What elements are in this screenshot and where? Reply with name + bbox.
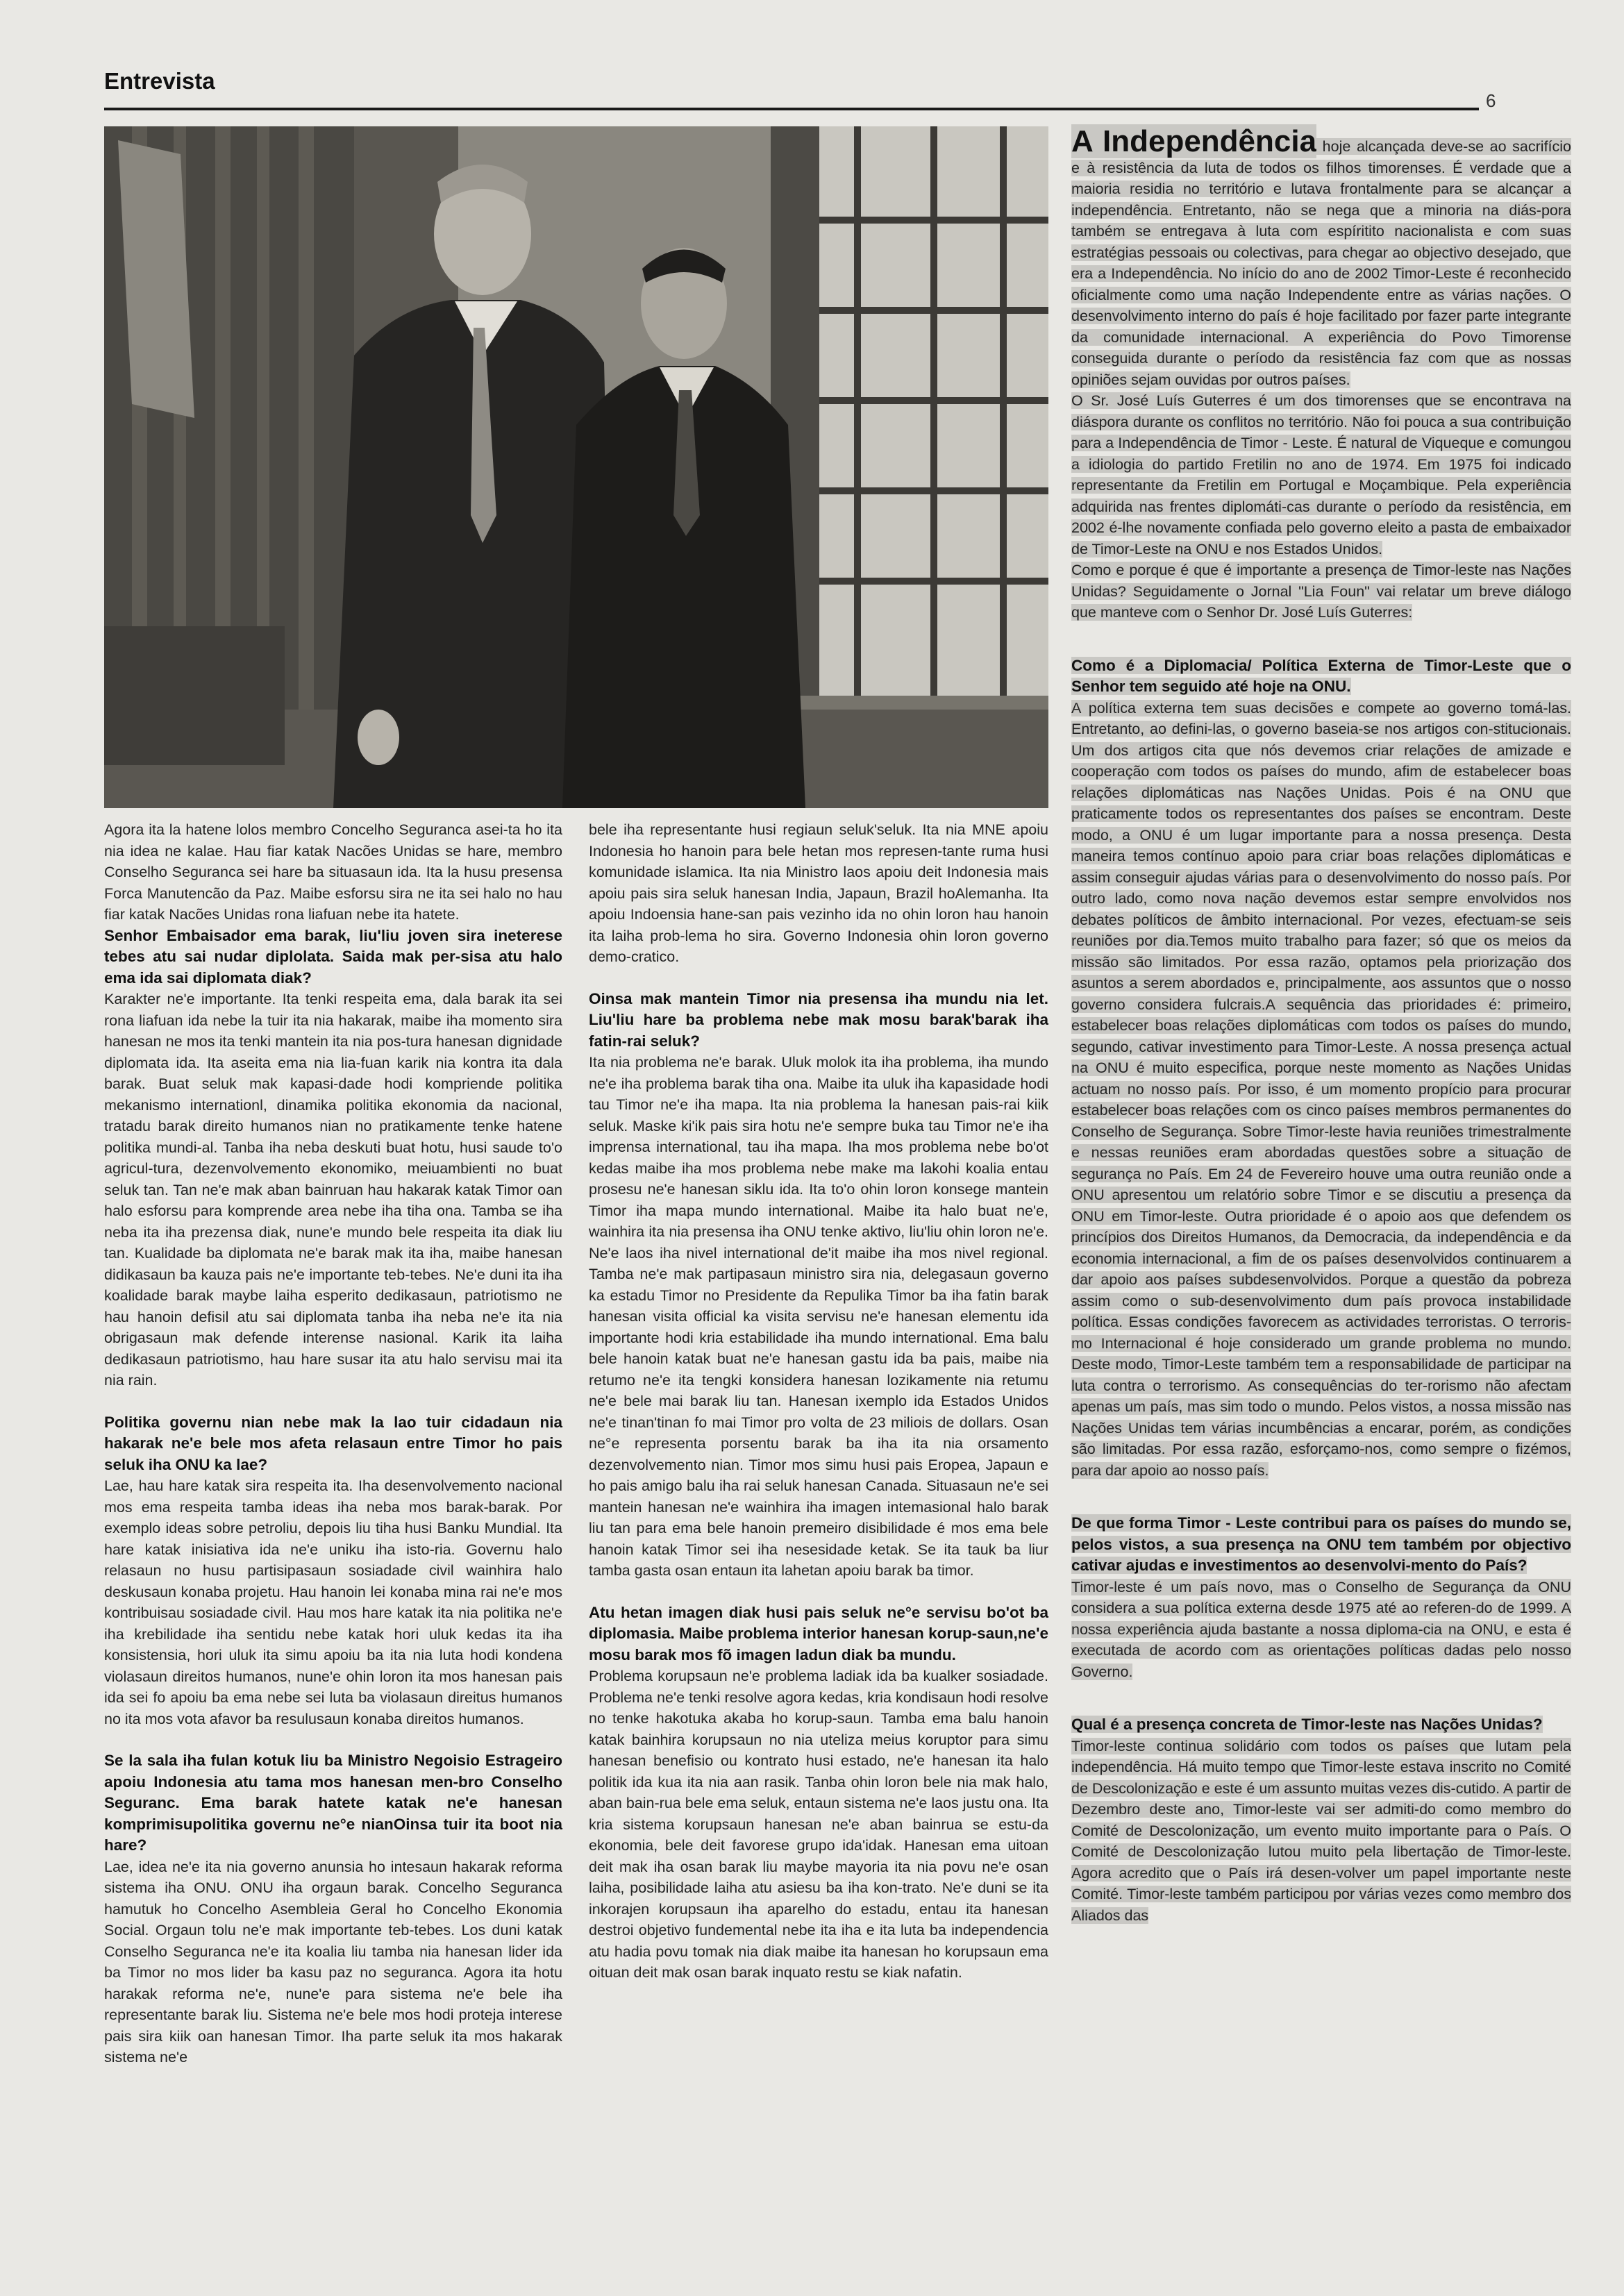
interview-question [104,1412,562,1476]
answer-paragraph [104,989,562,1391]
question-text: Se la sala iha fulan kotuk liu ba Ministro Negoisio Estrageiro apoiu Indonesia atu tama mos hanesan men-bro Conselho Seguranc. Ema barak hatete katak ne'e hanesan komprimisupolitika governu ne°e nianOinsa tuir ita boot nia hare? [104,1752,562,1854]
column-right-portuguese [1071,126,1571,2265]
interview-question [589,1602,1048,1666]
column-middle [589,819,1048,1984]
answer-text: Lae, hau hare katak sira respeita ita. Iha desenvolvemento nacional mos ema respeita tamba ideas iha neba mos barak-barak. Por exemplo ideas sobre petroliu, depois liu tiha husi Banku Mundial. Ita hare katak inisiativa ida ne'e uniku iha isto-ria. Governu halo relasaun no husu partisipasaun sosiadade civil wainhira halo deskusaun konaba projetu. Hau hanoin lei konaba mina rai ne'e mos kontribuisau sosiadade civil. Hau mos hare katak ita nia politika ne'e iha krebilidade iha sentidu nebe katak hori uluk kedas ita iha konsistensia, hori uluk ita simu apoiu ba ita nia luta hodi kondena violasaun direitos humanos, nune'e ohin loron ita mos hanesan pais ida sei fo apoiu ba ema nebe sei luta ba violasaun direitus humanos no ita mos vota afavor ba resulusaun konaba direitos humanos. [104,1477,562,1727]
interview-question [1071,655,1571,698]
answer-paragraph [1071,1577,1571,1683]
answer-text: Problema korupsaun ne'e problema ladiak ida ba kualker sosiadade. Problema ne'e tenki resolve agora kedas, kria kondisaun hodi resolve no tenke hakotuka akaba ho korup-saun. Tamba ema balu hanoin katak bainhira korupsaun no nia uteliza meius koruptor para simu hanesan benefisio ou kontrato husi estado, ne'e hanesan ita halo politik ida kua ita nia aan rasik. Tanba ohin loron bele nia mak halo, aban bain-rua bele ema seluk, entaun sistema ne'e laos justu ona. Ita kria sistema korupsaun hanesan ne'e aban bainrua se estu-da ekonomia, bele deit favorese grupo ida'idak. Hanesan ema uitoan deit mak iha osan barak liu maybe mayoria ita nia povu ne'e osan laiha, posibilidade laiha atu asiesu ba iha kon-trato. Ne'e duni se ita inkorajen korupsaun iha aparelho do estadu, entau ita hanesan destroi objetivo fundemental nebe ita iha e ita luta ba independencia atu hadia povu tomak nia diak maibe ita hanesan ho korupsaun ema oituan deit mak osan barak inquato restu se kiak nafatin. [589,1668,1048,1981]
answer-paragraph [104,819,562,925]
answer-paragraph [1071,390,1571,560]
photo-two-men-suits-icon [104,126,1048,808]
interview-question [1071,1714,1571,1736]
answer-paragraph [104,1857,562,2068]
question-text: Senhor Embaisador ema barak, liu'liu joven sira ineterese tebes atu sai nudar diplolata. Saida mak per-sisa atu halo ema ida sai diplomata diak? [104,926,562,987]
answer-text: O Sr. José Luís Guterres é um dos timorenses que se encontrava na diáspora durante os conflitos no território. Não foi pouca a sua contribuição para a Independência de Timor - Leste. É natural de Viqueque e comungou a idiologia do partido Fretilin no ano de 1974. Em 1975 foi indicado representante da Fretilin em Portugal e Moçambique. Pela experiência adquirida nas frentes diplomáti-cas durante o período da resistência, em 2002 é-lhe novamente confiada pelo governo eleito a pasta de embaixador de Timor-Leste na ONU e nos Estados Unidos. [1071,392,1571,558]
question-text: Como é a Diplomacia/ Política Externa de Timor-Leste que o Senhor tem seguido até hoje na ONU. [1071,656,1571,695]
answer-text: Ita nia problema ne'e barak. Uluk molok ita iha problema, iha mundo ne'e iha problema barak tiha ona. Maibe ita uluk iha kapasidade hodi tau Timor ne'e iha mapa. Ita nia problema la hanesan pais-rai kiik seluk. Maske ki'ik pais sira hotu ne'e sempre buka tau Timor ne'e iha imprensa international, tau iha mapa. Iha mos problema nebe bo'ot kedas maibe iha mos problema nebe make ma lakohi koalia entau prosesu ne'e hanesan siklu ida. Ita to'o ohin loron konsege mantein Timor iha mapa mundo international. Maibe ita halo buat ne'e, wainhira ita nia presensa iha ONU tenke aktivo, liu'liu ohin loron ne'e. Ne'e laos iha nivel international de'it maibe iha mos nivel regional. Tamba ne'e mak partipasaun ministro sira nia, delegasaun governo ka estadu Timor no Presidente da Repulika Timor ba iha fatin barak hanesan visita official ka visita servisu ne'e hanesan elementu ida importante hodi kria estabilidade iha mundo international. Ema balu bele hanoin katak buat ne'e hanesan gastu ida ba pais, maibe nia retumo ne'e ita tengki konsidera hanesan lozikamente nia retumu ne'e bele mai barak liu tan. Hanesan ixemplo ida Estados Unidos ne'e tinan'tinan fo mai Timor pro volta de 23 miliois de dollars. Osan ne°e representa porsentu barak ba iha ita nia orsamento dezenvolvemento nian. Timor mos simu husi pais Eropea, Japaun e ho pais amigo balu iha rai seluk hanesan Canada. Situasaun ne'e sei mantein hanesan ne'e wainhira iha imagen intemasional halo barak liu tan para ema bele hanoin premeiro disibilidade é mos ema bele hanoin katak Timor sei iha nesesidade ketak. Se ita tauk ba liur tamba gasta osan entaun ita lahetan apoiu barak ba timor. [589,1054,1048,1579]
answer-paragraph [1071,698,1571,1482]
answer-paragraph [1071,560,1571,623]
lead-text: hoje alcançada deve-se ao sacrifício e à resistência da luta de todos os filhos timorenses. É verdade que a maioria residia no território e lutava frontalmente para se alcançar a independência. Entretanto, não se nega que a minoria na diás-pora também se entregava à luta com espíritito nacionalista e com suas estratégias pessoais ou colectivas, para chegar ao objectivo desejado, que era a Independência. No início do ano de 2002 Timor-Leste é reconhecido oficialmente como uma nação Independente entre as várias nações. O desenvolvimento interno do país é hoje facilitado por fazer parte integrante da comunidade internacional. A experiência do Povo Timorense conseguida durante o período da resistência faz com que as nossas opiniões sejam ouvidas por outros países. [1071,138,1572,388]
answer-text: Agora ita la hatene lolos membro Concelho Seguranca asei-ta ho ita nia idea ne kalae. Hau fiar katak Nacões Unidas se hare, membro Conselho Seguranca sei hare ba situasaun ida. Ita la husu presensa Forca Manutencão da Paz. Maibe esforsu sira ne ita sei halo no hau fiar katak Nacões Unidas rona liafuan nebe ita hatete. [104,821,562,923]
header-rule [104,108,1479,110]
answer-paragraph [589,819,1048,968]
question-text: Qual é a presença concreta de Timor-leste nas Nações Unidas? [1071,1716,1543,1733]
question-text: Atu hetan imagen diak husi pais seluk ne°e servisu bo'ot ba diplomasia. Maibe problema interior hanesan korup-saun,ne'e mosu barak mos fõ imagen ladun diak ba mundu. [589,1603,1048,1664]
answer-text: Timor-leste continua solidário com todos os países que lutam pela independência. Há muito tempo que Timor-leste estava inscrito no Comité de Descolonização e este é um assunto muitas vezes dis-cutido. A partir de Dezembro deste ano, Timor-leste vai ser admiti-do como membro do Comité de Descolonização, um evento muito importante para o País. O Comité de Descolonização lutou muito pela libertação de Timor-leste. Agora acredito que o País irá desen-volver um papel importante neste Comité. Timor-leste também participou por várias vezes como membro dos Aliados das [1071,1737,1571,1924]
interview-question [589,989,1048,1053]
column-left [104,819,562,2068]
answer-text: Karakter ne'e importante. Ita tenki respeita ema, dala barak ita sei rona liafuan ida nebe la tuir ita nia hakarak, maibe iha momento sira hanesan ne mos ita tenki mantein ita nia pos-tura hanesan dignidade diplomata ida. Ita aseita ema nia lia-fuan karik nia kontra ita dala barak. Buat seluk mak kapasi-dade hodi kompriende politika mekanismo internationl, dinamika politika ekonomia da nacional, tratadu barak direito humanos nian no pratikamente tenke hatene politika mundi-al. Tanba iha neba deskuti buat hotu, husi saude to'o agricul-tura, dezenvolvemento ekonomiko, meiuambienti no buat seluk tan. Tan ne'e mak aban bainruan hau hakarak katak Timor oan halo esforsu para komprende area nebe iha tiha ona. Tamba se iha neba ita iha prezensa diak, nune'e mundo bele respeita ita diak liu tan. Kualidade ba diplomata ne'e barak mak ita iha, maibe hanesan didikasaun ba kauza pais ne'e importante teb-tebes. Ne'e duni ita iha koalidade barak maybe laiha esperito dedikasaun, patriotismo ne hau hanoin defisil atu sai diplomata tanba iha neba ne'e ita nia obrigasaun mak defende interense nasional. Karik ita laiha dedikasaun patriotismo, hau hare susar ita atu halo servisu mai ita nia rain. [104,991,562,1389]
interview-photo [104,126,1048,808]
answer-text: Timor-leste é um país novo, mas o Conselho de Segurança da ONU considera a sua política externa desde 1975 até ao referen-do de 1999. A nossa experiência ajuda bastante a nossa diploma-cia na ONU, e esta é executada de acordo com as orientações políticas dadas pelo nosso Governo. [1071,1578,1571,1680]
interview-question [104,925,562,989]
question-text: De que forma Timor - Leste contribui para os países do mundo se, pelos vistos, a sua presença na ONU tem também por objectivo cativar ajudas e investimentos ao desenvolvi-mento do País? [1071,1514,1571,1574]
answer-paragraph [1071,1736,1571,1927]
answer-paragraph [589,1666,1048,1984]
answer-text: Como e porque é que é importante a presença de Timor-leste nas Nações Unidas? Seguidamente o Jornal "Lia Foun" vai relatar um breve diálogo que manteve com o Senhor Dr. José Luís Guterres: [1071,562,1571,621]
lead-heading: A Independência [1071,124,1317,158]
page-number: 6 [1486,90,1496,111]
answer-paragraph [589,1052,1048,1582]
question-text: Politika governu nian nebe mak la lao tuir cidadaun nia hakarak ne'e bele mos afeta relasaun entre Timor ho pais seluk iha ONU ka lae? [104,1413,562,1473]
answer-text: Lae, idea ne'e ita nia governo anunsia ho intesaun hakarak reforma sistema iha ONU. ONU iha orgaun barak. Concelho Seguranca hamutuk ho Concelho Asembleia Geral ho Concelho Ekonomia Social. Orgaun tolu ne'e mak importante teb-tebes. Los duni katak Conselho Seguranca ne'e ita koalia liu tamba nia hanesan lider ida ba Timor no mos lider ba kasu paz no seguranca. Agora ita hotu harakak reforma ne'e, nune'e para sistema ne'e bele iha representante barak liu. Sistema ne'e bele mos hodi proteja interese pais sira kiik oan hanesan Timor. Iha parte seluk ita mos hakarak sistema ne'e [104,1858,562,2065]
answer-text: A política externa tem suas decisões e compete ao governo tomá-las. Entretanto, ao defini-las, o governo baseia-se nos artigos con-stitucionais. Um dos artigos cita que nós devemos criar relações de amizade e cooperação com todos os países do mundo, afim de estabelecer boas relações diplomáticas nas Nações Unidas. Pois é na ONU que praticamente todos os representantes dos países se encontram. Deste modo, a ONU é um lugar importante para a nossa presença. Desta maneira temos contínuo apoio para criar boas relações diplomáticas e assim conseguir ajudas várias para o desenvolvimento do nosso país. Por outro lado, como nova nação devemos estar sempre envolvidos nos debates políticos de âmbito internacional. Por vezes, efectuam-se seis reuniões por dia.Temos muito trabalho para fazer; só que os meios da missão são limitados. Por essa razão, optamos pela priorização dos asuntos a serem abordados e, principalmente, aos assuntos que o nosso governo considera fulcrais.A sequência das prioridades é: primeiro, estabelecer boas relações diplomáticas com todos os países do mundo, segundo, cativar investimento para Timor-Leste. A nossa presença actual na ONU é muito especifica, porque neste momento as Nações Unidas actuam no nosso país. Por isso, é um momento propício para procurar estabelecer boas relações com os cinco países membros permanentes do Conselho de Segurança. Sobre Timor-leste havia reuniões trimestralmente e nessas reuniões eram abordadas questões sobre a situação de segurança no País. Em 24 de Fevereiro houve uma outra reunião onde a ONU apresentou um relatório sobre Timor e se discutiu a presença da ONU em Timor-leste. Outra prioridade é o apoio aos que defendem os princípios dos Direitos Humanos, da Democracia, da independência e da economia internacional, a fim de os países desenvolvidos continuarem a dar apoio aos países subdesenvolvidos. Porque a questão da pobreza assim como o sub-desenvolvimento dum país provoca instabilidade política. Essas condições favorecem as actividades terroristas. O terroris-mo Internacional é hoje considerado um grande problema no mundo. Deste modo, Timor-Leste também tem a responsabilidade de participar na luta contra o terrorismo. As consequências do ter-rorismo não afectam apenas um país, mas sim todo o mundo. Pelos vistos, a nossa missão nas Nações Unidas tem várias incumbências a encarar, porém, as condições são limitadas. Por essa razão, esforçamo-nos, como sempre o fizémos, para dar apoio ao nosso país. [1071,699,1571,1479]
answer-text: bele iha representante husi regiaun seluk'seluk. Ita nia MNE apoiu Indonesia ho hanoin para bele hetan mos represen-tante ruma husi komunidade islamica. Ita nia Ministro laos apoiu deit Indonesia mais apoiu pais sira seluk hanesan India, Japaun, Brazil hoAlemanha. Ita apoiu Indoensia hane-san pais vezinho ida no ohin loron hau hanoin ita laiha prob-lema ho sira. Governo Indonesia ohin loron governo demo-cratico. [589,821,1048,965]
interview-question [104,1750,562,1857]
interview-question [1071,1513,1571,1577]
lead-paragraph [1071,126,1571,390]
section-title: Entrevista [104,68,215,94]
answer-paragraph [104,1475,562,1729]
question-text: Oinsa mak mantein Timor nia presensa iha mundu nia let. Liu'liu hare ba problema nebe mak mosu barak'barak iha fatin-rai seluk? [589,989,1048,1050]
